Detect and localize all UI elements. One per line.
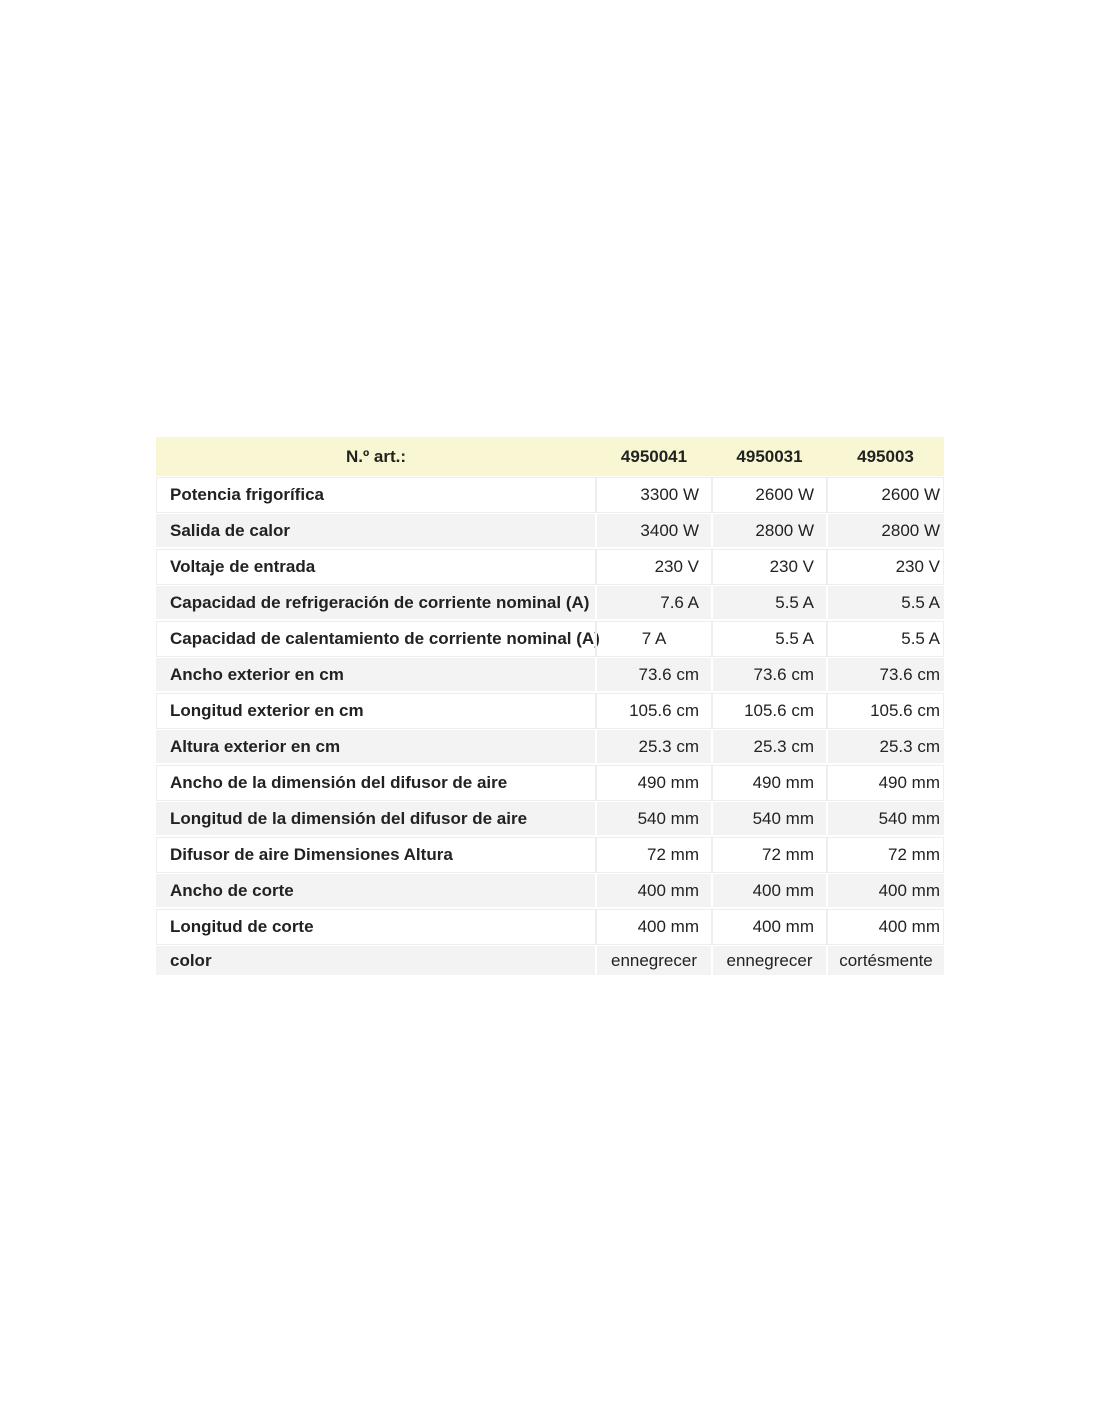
row-value: 25.3 cm [827,729,944,765]
row-value: 490 mm [827,765,944,801]
row-label: Ancho de corte [156,873,596,909]
table-row [156,693,944,729]
row-value: 2600 W [827,477,944,513]
row-label: color [156,945,596,976]
row-value: 73.6 cm [596,657,712,693]
table-row [156,765,944,801]
row-label: Voltaje de entrada [156,549,596,585]
row-value: 72 mm [596,837,712,873]
row-value: 540 mm [596,801,712,837]
row-value: 73.6 cm [712,657,827,693]
table-row [156,873,944,909]
row-value: 230 V [596,549,712,585]
row-label: Capacidad de calentamiento de corriente nominal (A) [156,621,596,657]
row-value: 230 V [712,549,827,585]
row-label: Ancho exterior en cm [156,657,596,693]
row-value: 400 mm [596,873,712,909]
row-value: 5.5 A [827,585,944,621]
row-label: Longitud de la dimensión del difusor de aire [156,801,596,837]
table-row [156,945,944,976]
table-row [156,657,944,693]
row-value: 400 mm [712,909,827,945]
row-value: 540 mm [827,801,944,837]
article-number-label: N.º art.: [156,437,596,477]
row-label: Altura exterior en cm [156,729,596,765]
row-value: 400 mm [827,873,944,909]
row-value: 105.6 cm [827,693,944,729]
row-value: 7 A [596,621,712,657]
row-value: 400 mm [712,873,827,909]
row-value: 73.6 cm [827,657,944,693]
row-value: 230 V [827,549,944,585]
row-label: Capacidad de refrigeración de corriente nominal (A) [156,585,596,621]
row-label: Ancho de la dimensión del difusor de aire [156,765,596,801]
row-value: 490 mm [712,765,827,801]
table-row [156,513,944,549]
row-label: Potencia frigorífica [156,477,596,513]
row-value: 2800 W [712,513,827,549]
article-number-2: 4950031 [712,437,827,477]
row-value: 490 mm [596,765,712,801]
row-value: ennegrecer [712,945,827,976]
row-label: Longitud exterior en cm [156,693,596,729]
row-value: 2600 W [712,477,827,513]
table-row [156,837,944,873]
spec-table-body [156,477,944,975]
spec-table [156,437,944,975]
row-value: 25.3 cm [596,729,712,765]
row-value: 105.6 cm [596,693,712,729]
row-value: 540 mm [712,801,827,837]
article-number-1: 4950041 [596,437,712,477]
row-value: 400 mm [596,909,712,945]
row-value: 3400 W [596,513,712,549]
row-value: 400 mm [827,909,944,945]
row-value: 72 mm [712,837,827,873]
row-value: 72 mm [827,837,944,873]
spec-table-header [156,437,944,477]
row-label: Difusor de aire Dimensiones Altura [156,837,596,873]
row-value: 5.5 A [712,621,827,657]
row-value: ennegrecer [596,945,712,976]
table-row [156,909,944,945]
row-value: 3300 W [596,477,712,513]
row-value: cortésmente [827,945,944,976]
row-value: 25.3 cm [712,729,827,765]
row-value: 5.5 A [827,621,944,657]
table-row [156,801,944,837]
header-row [156,437,944,477]
table-row [156,729,944,765]
table-row [156,549,944,585]
article-number-3: 495003 [827,437,944,477]
row-value: 2800 W [827,513,944,549]
table-row [156,477,944,513]
table-row [156,621,944,657]
row-value: 7.6 A [596,585,712,621]
row-value: 5.5 A [712,585,827,621]
row-label: Longitud de corte [156,909,596,945]
row-label: Salida de calor [156,513,596,549]
table-row [156,585,944,621]
row-value: 105.6 cm [712,693,827,729]
